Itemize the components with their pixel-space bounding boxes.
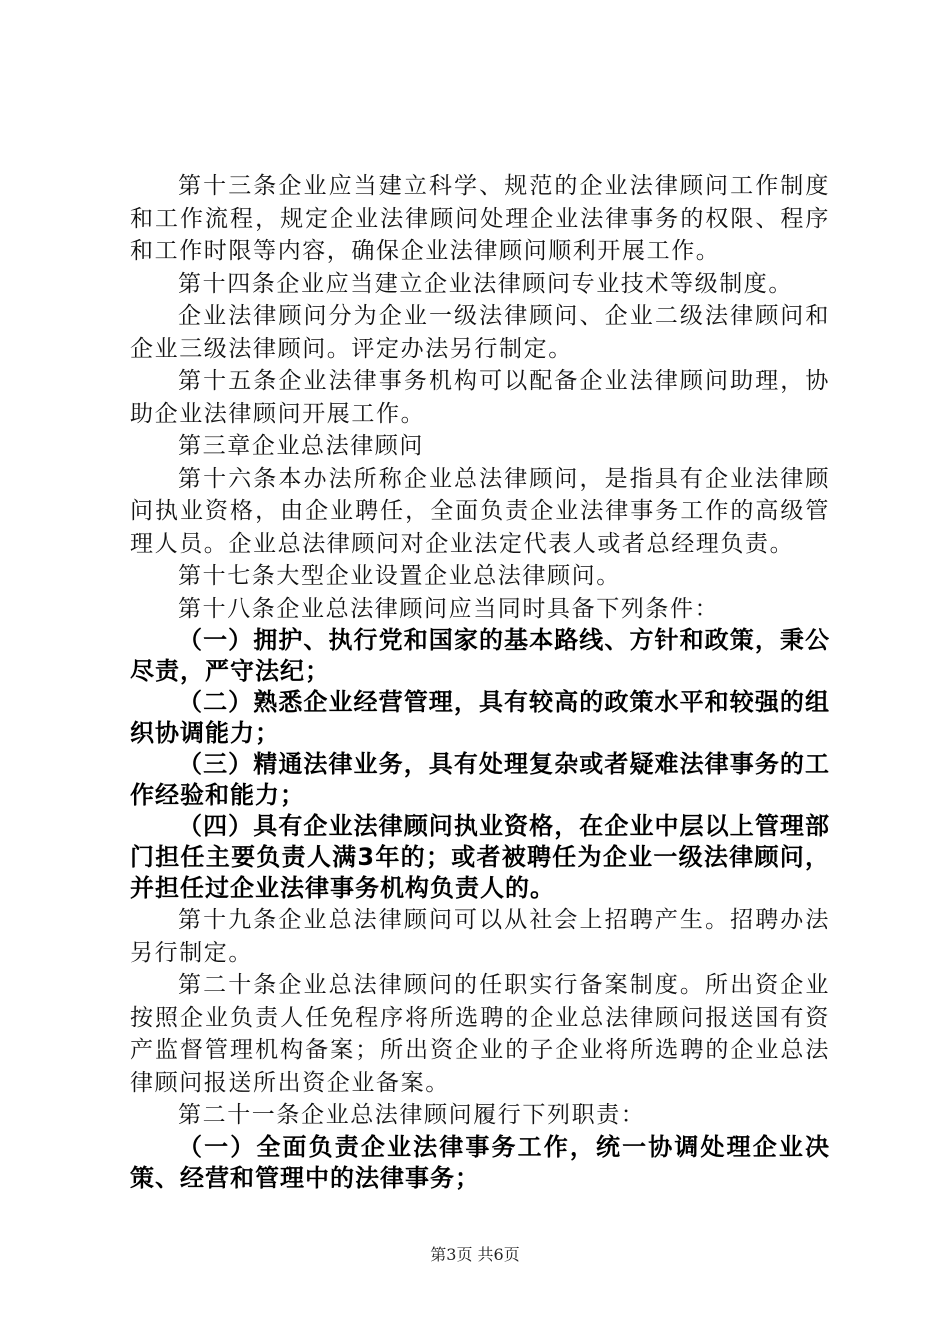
paragraph: （一）全面负责企业法律事务工作，统一协调处理企业决策、经营和管理中的法律事务； [130,1132,830,1192]
paragraph: 第三章企业总法律顾问 [178,433,424,459]
paragraph: （四）具有企业法律顾问执业资格，在企业中层以上管理部门担任主要负责人满3年的；或者被聘任为企业一级法律顾问，并担任过企业法律事务机构负责人的。 [130,812,830,902]
paragraph: 企业法律顾问分为企业一级法律顾问、企业二级法律顾问和企业三级法律顾问。评定办法另行制定。 [130,303,830,362]
paragraph: 第十八条企业总法律顾问应当同时具备下列条件： [178,595,720,622]
paragraph: 第十四条企业应当建立企业法律顾问专业技术等级制度。 [178,270,793,297]
paragraph: （三）精通法律业务，具有处理复杂或者疑难法律事务的工作经验和能力； [130,750,830,809]
paragraph: 第二十一条企业总法律顾问履行下列职责： [178,1102,646,1128]
paragraph: （二）熟悉企业经营管理，具有较高的政策水平和较强的组织协调能力； [130,688,830,747]
body-text [130,170,830,1194]
page-footer: 第3页 共6页 [430,1245,520,1264]
paragraph: （一）拥护、执行党和国家的基本路线、方针和政策，秉公尽责，严守法纪； [130,626,830,685]
paragraph: 第二十条企业总法律顾问的任职实行备案制度。所出资企业按照企业负责人任免程序将所选聘的企业总法律顾问报送国有资产监督管理机构备案；所出资企业的子企业将所选聘的企业总法律顾问报送所出资企业备案。 [130,972,830,1096]
paragraph: 第十三条企业应当建立科学、规范的企业法律顾问工作制度和工作流程，规定企业法律顾问处理企业法律事务的权限、程序和工作时限等内容，确保企业法律顾问顺利开展工作。 [130,173,830,264]
paragraph: 第十六条本办法所称企业总法律顾问，是指具有企业法律顾问执业资格，由企业聘任，全面负责企业法律事务工作的高级管理人员。企业总法律顾问对企业法定代表人或者总经理负责。 [130,465,830,557]
paragraph: 第十九条企业总法律顾问可以从社会上招聘产生。招聘办法另行制定。 [130,907,830,966]
paragraph: 第十五条企业法律事务机构可以配备企业法律顾问助理，协助企业法律顾问开展工作。 [130,368,830,427]
paragraph: 第十七条大型企业设置企业总法律顾问。 [178,563,621,589]
